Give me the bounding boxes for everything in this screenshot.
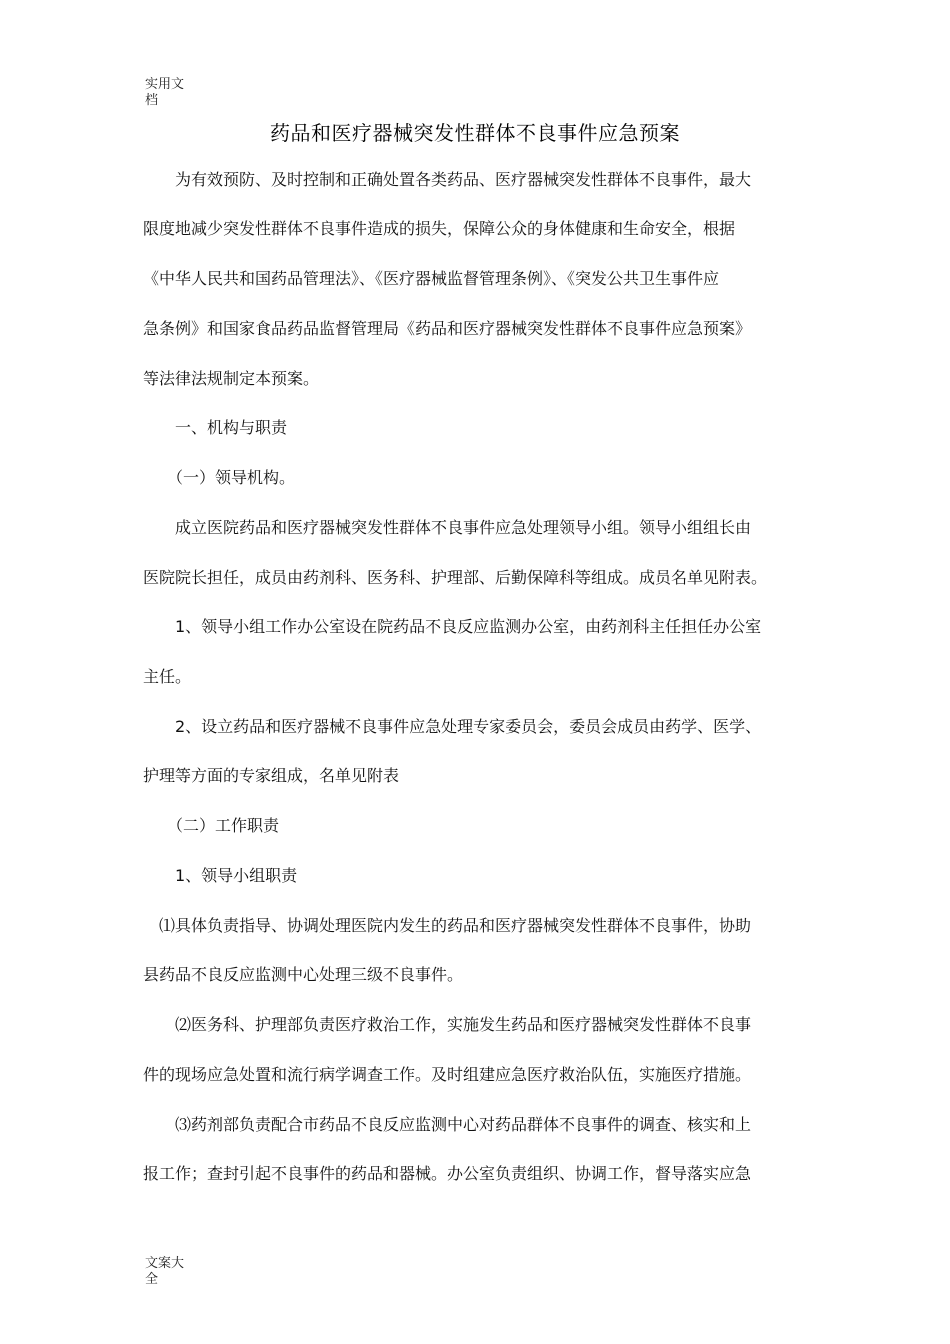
body-line: 县药品不良反应监测中心处理三级不良事件。 (143, 965, 464, 984)
body-line: 限度地减少突发性群体不良事件造成的损失，保障公众的身体健康和生命安全，根据 (143, 219, 736, 238)
body-line: 护理等方面的专家组成，名单见附表 (143, 766, 400, 785)
body-line: ⑶药剂部负责配合市药品不良反应监测中心对药品群体不良事件的调查、核实和上 (143, 1115, 752, 1134)
header-label: 实用文档 (145, 77, 185, 108)
document-title: 药品和医疗器械突发性群体不良事件应急预案 (270, 121, 680, 145)
subsection-heading: （二）工作职责 (143, 816, 280, 835)
body-line: 为有效预防、及时控制和正确处置各类药品、医疗器械突发性群体不良事件，最大 (143, 170, 752, 189)
section-heading: 一、机构与职责 (143, 418, 288, 437)
body-line: 《中华人民共和国药品管理法》、《医疗器械监督管理条例》、《突发公共卫生事件应 (143, 269, 720, 288)
body-line: 主任。 (143, 667, 192, 686)
body-line: ⑴具体负责指导、协调处理医院内发生的药品和医疗器械突发性群体不良事件，协助 (143, 916, 752, 935)
body-line: 报工作；查封引起不良事件的药品和器械。办公室负责组织、协调工作，督导落实应急 (143, 1164, 752, 1183)
body-line: 等法律法规制定本预案。 (143, 369, 320, 388)
list-heading: 1、领导小组职责 (143, 866, 298, 885)
body-line: 急条例》和国家食品药品监督管理局《药品和医疗器械突发性群体不良事件应急预案》 (143, 319, 752, 338)
body-line: 件的现场应急处置和流行病学调查工作。及时组建应急医疗救治队伍，实施医疗措施。 (143, 1065, 752, 1084)
subsection-heading: （一）领导机构。 (143, 468, 296, 487)
body-line: 1、领导小组工作办公室设在院药品不良反应监测办公室，由药剂科主任担任办公室 (143, 617, 762, 636)
footer-label: 文案大全 (145, 1256, 185, 1287)
body-line: ⑵医务科、护理部负责医疗救治工作，实施发生药品和医疗器械突发性群体不良事 (143, 1015, 752, 1034)
body-line: 医院院长担任，成员由药剂科、医务科、护理部、后勤保障科等组成。成员名单见附表。 (143, 568, 768, 587)
body-line: 成立医院药品和医疗器械突发性群体不良事件应急处理领导小组。领导小组组长由 (143, 518, 752, 537)
body-line: 2、设立药品和医疗器械不良事件应急处理专家委员会，委员会成员由药学、医学、 (143, 717, 762, 736)
